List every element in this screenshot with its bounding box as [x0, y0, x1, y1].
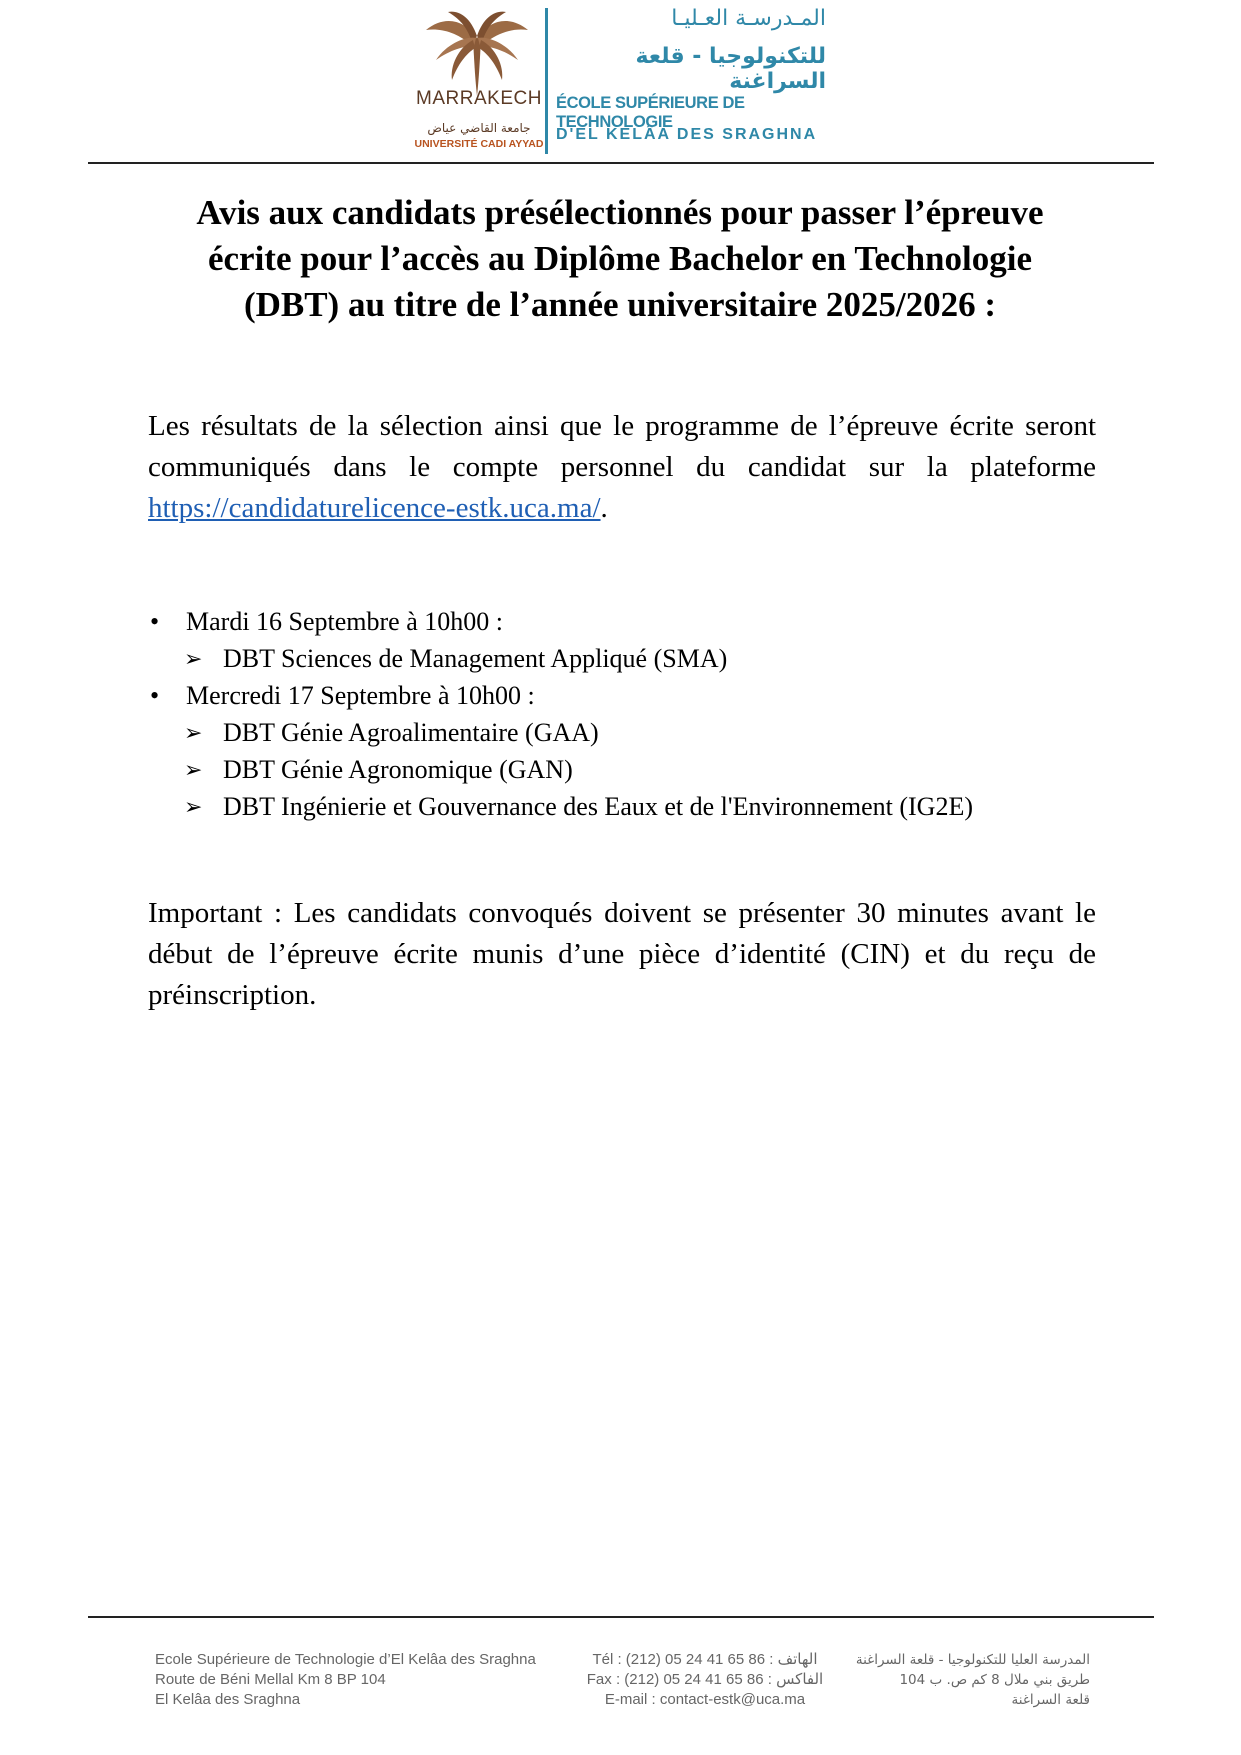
est-french-line2: D'EL KELÂA DES SRAGHNA — [556, 126, 818, 143]
important-paragraph: Important : Les candidats convoqués doivent se présenter 30 minutes avant le début de l’épreuve écrite munis d’une pièce d’identité (CIN) et du reçu de préinscription. — [148, 897, 1096, 1011]
footer-line: Ecole Supérieure de Technologie d’El Kelâa des Sraghna — [155, 1651, 536, 1668]
footer-line: المدرسة العليا للتكنولوجيا - قلعة السراغنة — [855, 1652, 1090, 1668]
footer-line: Route de Béni Mellal Km 8 BP 104 — [155, 1671, 386, 1688]
program-item — [148, 751, 1148, 788]
intro-text: Les résultats de la sélection ainsi que le programme de l’épreuve écrite seront communiqués dans le compte personnel du candidat sur la plateforme — [148, 410, 1096, 483]
footer-address-ar — [850, 1650, 1090, 1710]
program-label: DBT Sciences de Management Appliqué (SMA) — [223, 644, 728, 673]
arrow-bullet-icon: ➢ — [184, 646, 203, 671]
platform-link[interactable]: https://candidaturelicence-estk.uca.ma/ — [148, 492, 601, 524]
bullet-icon: • — [150, 607, 160, 636]
exam-schedule — [148, 603, 1148, 825]
intro-text-end: . — [600, 492, 608, 524]
program-item — [148, 788, 1148, 825]
schedule-day — [148, 677, 1148, 714]
program-item — [148, 714, 1148, 751]
arrow-bullet-icon: ➢ — [184, 757, 203, 782]
footer-fax: Fax : (212) 05 24 41 65 86 : الفاكس — [586, 1671, 824, 1688]
letterhead — [0, 0, 1241, 165]
header-divider — [545, 8, 548, 154]
bullet-icon: • — [150, 681, 160, 710]
footer-line: El Kelâa des Sraghna — [155, 1691, 301, 1708]
day-label: Mercredi 17 Septembre à 10h00 : — [186, 681, 535, 710]
day-label: Mardi 16 Septembre à 10h00 : — [186, 607, 503, 636]
est-french-line1: ÉCOLE SUPÉRIEURE DE TECHNOLOGIE — [556, 94, 745, 131]
program-label: DBT Ingénierie et Gouvernance des Eaux et de l'Environnement (IG2E) — [223, 792, 973, 821]
est-arabic-line1: المـدرسـة العـليـا — [671, 6, 826, 31]
title-line: écrite pour l’accès au Diplôme Bachelor en Technologie — [207, 239, 1033, 278]
notice-title — [120, 190, 1120, 328]
program-label: DBT Génie Agronomique (GAN) — [223, 755, 573, 784]
footer-contact — [585, 1650, 825, 1710]
arrow-bullet-icon: ➢ — [184, 720, 203, 745]
uca-arabic-name: جامعة القاضي عياض — [427, 121, 531, 135]
uca-city-name: MARRAKECH — [416, 88, 542, 109]
program-label: DBT Génie Agroalimentaire (GAA) — [223, 718, 599, 747]
footer-address-fr — [155, 1650, 575, 1710]
arrow-bullet-icon: ➢ — [184, 794, 203, 819]
footer-line: قلعة السراغنة — [1011, 1692, 1090, 1708]
palm-tree-logo-icon — [418, 8, 536, 98]
est-arabic-line2: للتكنولوجيا - قلعة السراغنة — [635, 44, 826, 94]
header-rule — [88, 162, 1154, 164]
footer-line: طريق بني ملال 8 كم ص. ب 104 — [899, 1672, 1090, 1688]
footer-email: E-mail : contact-estk@uca.ma — [604, 1691, 806, 1708]
program-item — [148, 640, 1148, 677]
title-line: (DBT) au titre de l’année universitaire 2025/2026 : — [243, 285, 997, 324]
footer-rule — [88, 1616, 1154, 1618]
title-line: Avis aux candidats présélectionnés pour passer l’épreuve — [196, 193, 1044, 232]
uca-university-name: UNIVERSITÉ CADI AYYAD — [414, 138, 544, 150]
schedule-day — [148, 603, 1148, 640]
footer-phone: Tél : (212) 05 24 41 65 86 : الهاتف — [592, 1651, 818, 1668]
intro-paragraph — [148, 406, 1096, 529]
